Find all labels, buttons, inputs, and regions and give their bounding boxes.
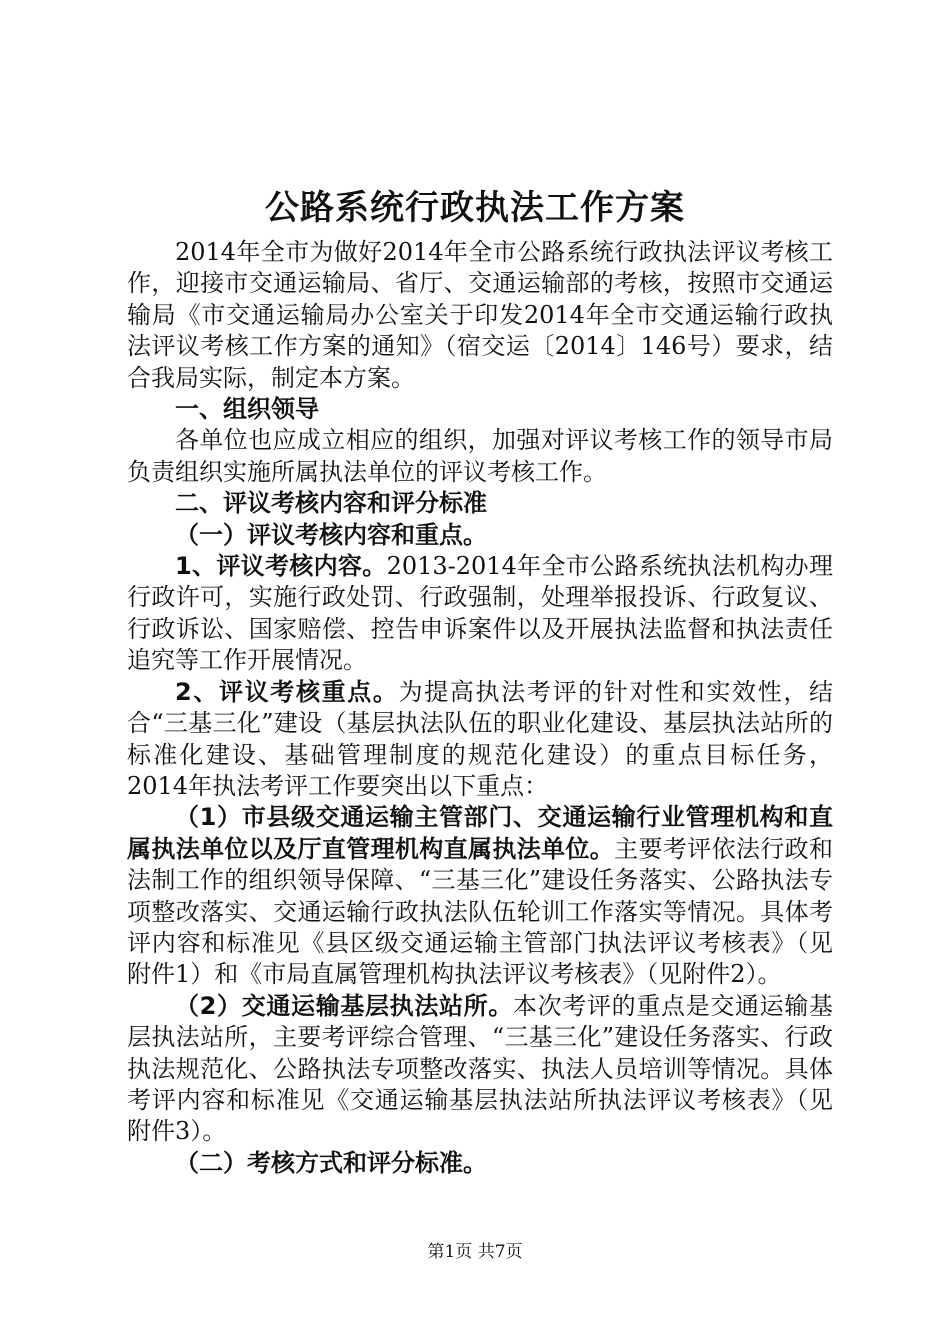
intro-paragraph: 2014年全市为做好2014年全市公路系统行政执法评议考核工作，迎接市交通运输局、省厅、交通运输部的考核，按照市交通运输局《市交通运输局办公室关于印发2014年全市交通运输行政执法评议考核工作方案的通知》（宿交运〔2014〕146号）要求，结合我局实际，制定本方案。 bbox=[127, 238, 833, 392]
point-departments-lead: （1）市县级交通运输主管部门、交通运输行业管理机构和直属执法单位以及厅直管理机构直属执法单位。 bbox=[127, 803, 833, 863]
point-stations-paragraph bbox=[127, 991, 833, 1148]
point-departments-paragraph bbox=[127, 802, 833, 990]
point-departments-text: 主要考评依法行政和法制工作的组织领导保障、“三基三化”建设任务落实、公路执法专项整改落实、交通运输行政执法队伍轮训工作落实等情况。具体考评内容和标准见《县区级交通运输主管部门执法评议考核表》（见附件1）和《市局直属管理机构执法评议考核表》（见附件2）。 bbox=[127, 834, 834, 989]
item-content-lead: 1、评议考核内容。 bbox=[175, 552, 387, 581]
document-body bbox=[127, 237, 833, 1179]
item-focus-lead: 2、评议考核重点。 bbox=[175, 677, 399, 706]
section-heading-organization: 一、组织领导 bbox=[175, 395, 319, 424]
section-heading-content-standards: 二、评议考核内容和评分标准 bbox=[175, 489, 487, 518]
subsection-heading-content-focus: （一）评议考核内容和重点。 bbox=[175, 520, 487, 549]
item-content-paragraph bbox=[127, 551, 833, 677]
page-number: 第1页 共7页 bbox=[427, 1242, 523, 1262]
item-focus-text: 为提高执法考评的针对性和实效性，结合“三基三化”建设（基层执法队伍的职业化建设、基层执法站所的标准化建设、基础管理制度的规范化建设）的重点目标任务，2014年执法考评工作要突出以下重点： bbox=[127, 677, 834, 800]
subsection-heading-method-standards: （二）考核方式和评分标准。 bbox=[175, 1148, 487, 1177]
item-focus-paragraph bbox=[127, 677, 833, 803]
document-title: 公路系统行政执法工作方案 bbox=[265, 188, 685, 228]
point-stations-text: 本次考评的重点是交通运输基层执法站所，主要考评综合管理、“三基三化”建设任务落实、行政执法规范化、公路执法专项整改落实、执法人员培训等情况。具体考评内容和标准见《交通运输基层执法站所执法评议考核表》（见附件3）。 bbox=[127, 991, 833, 1146]
point-stations-lead: （2）交通运输基层执法站所。 bbox=[175, 991, 514, 1020]
section-organization-text: 各单位也应成立相应的组织，加强对评议考核工作的领导市局负责组织实施所属执法单位的评议考核工作。 bbox=[127, 426, 833, 486]
item-content-text: 2013-2014年全市公路系统执法机构办理行政许可，实施行政处罚、行政强制，处理举报投诉、行政复议、行政诉讼、国家赔偿、控告申诉案件以及开展执法监督和执法责任追究等工作开展情况。 bbox=[127, 552, 833, 675]
